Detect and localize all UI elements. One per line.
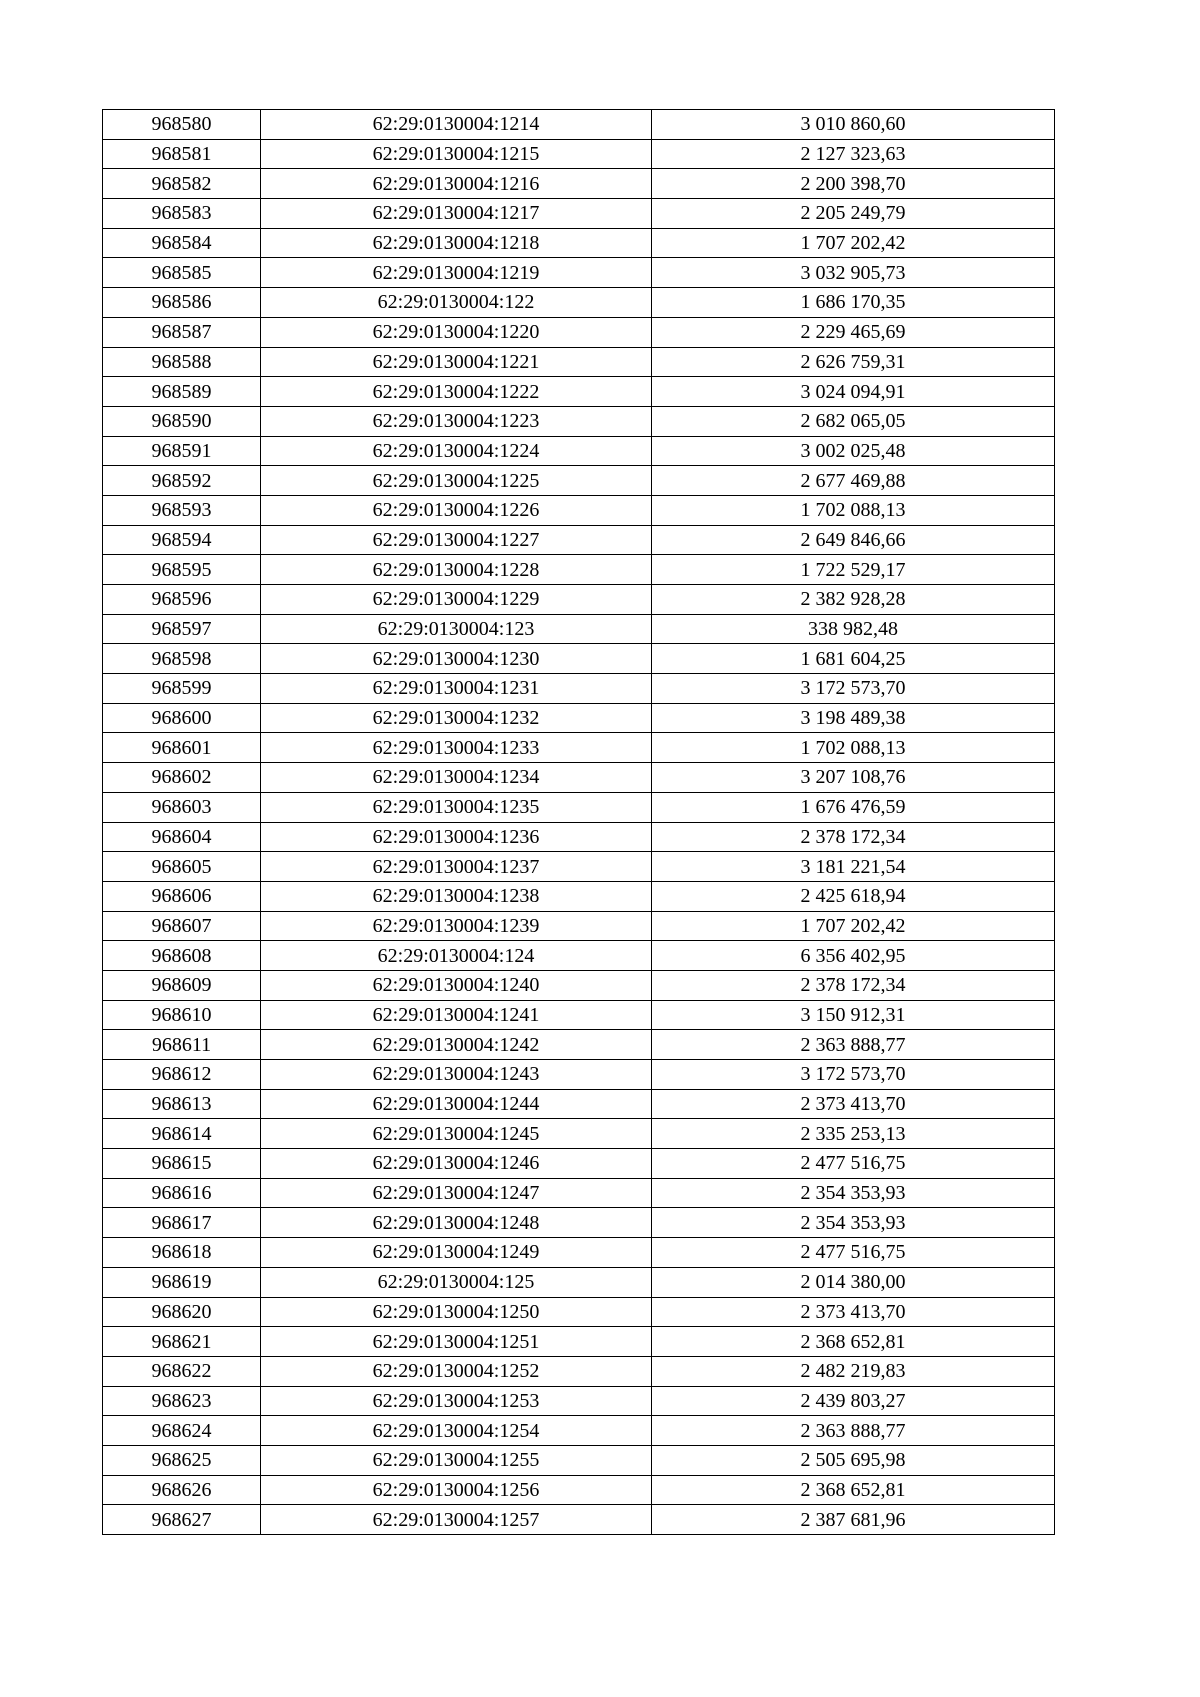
cadastral-number-cell: 62:29:0130004:1242	[261, 1030, 652, 1060]
table-row	[103, 436, 1055, 466]
cadastral-value-cell: 2 387 681,96	[652, 1505, 1055, 1535]
cadastral-value-cell: 1 681 604,25	[652, 644, 1055, 674]
row-number-cell: 968605	[103, 852, 261, 882]
table-row	[103, 110, 1055, 140]
row-number-cell: 968589	[103, 377, 261, 407]
cadastral-number-cell: 62:29:0130004:1235	[261, 792, 652, 822]
cadastral-value-cell: 2 354 353,93	[652, 1208, 1055, 1238]
cadastral-number-cell: 62:29:0130004:1251	[261, 1327, 652, 1357]
row-number-cell: 968608	[103, 941, 261, 971]
table-row	[103, 139, 1055, 169]
table-row	[103, 1356, 1055, 1386]
table-row	[103, 1208, 1055, 1238]
table-row	[103, 169, 1055, 199]
cadastral-value-cell: 2 229 465,69	[652, 317, 1055, 347]
row-number-cell: 968607	[103, 911, 261, 941]
row-number-cell: 968597	[103, 614, 261, 644]
cadastral-number-cell: 62:29:0130004:1239	[261, 911, 652, 941]
cadastral-number-cell: 62:29:0130004:1223	[261, 406, 652, 436]
cadastral-value-cell: 2 482 219,83	[652, 1356, 1055, 1386]
cadastral-value-cell: 1 722 529,17	[652, 555, 1055, 585]
table-row	[103, 258, 1055, 288]
row-number-cell: 968627	[103, 1505, 261, 1535]
table-row	[103, 228, 1055, 258]
table-row	[103, 1327, 1055, 1357]
cadastral-number-cell: 62:29:0130004:1257	[261, 1505, 652, 1535]
table-row	[103, 852, 1055, 882]
row-number-cell: 968620	[103, 1297, 261, 1327]
cadastral-value-cell: 2 127 323,63	[652, 139, 1055, 169]
cadastral-number-cell: 62:29:0130004:1230	[261, 644, 652, 674]
row-number-cell: 968596	[103, 585, 261, 615]
row-number-cell: 968598	[103, 644, 261, 674]
row-number-cell: 968604	[103, 822, 261, 852]
row-number-cell: 968614	[103, 1119, 261, 1149]
row-number-cell: 968580	[103, 110, 261, 140]
cadastral-value-cell: 3 024 094,91	[652, 377, 1055, 407]
cadastral-value-cell: 2 425 618,94	[652, 881, 1055, 911]
cadastral-value-cell: 2 373 413,70	[652, 1297, 1055, 1327]
table-row	[103, 970, 1055, 1000]
row-number-cell: 968590	[103, 406, 261, 436]
cadastral-number-cell: 62:29:0130004:1255	[261, 1445, 652, 1475]
cadastral-value-cell: 2 649 846,66	[652, 525, 1055, 555]
table-row	[103, 1386, 1055, 1416]
cadastral-number-cell: 62:29:0130004:1224	[261, 436, 652, 466]
cadastral-value-cell: 1 702 088,13	[652, 733, 1055, 763]
cadastral-number-cell: 62:29:0130004:1231	[261, 674, 652, 704]
table-row	[103, 495, 1055, 525]
cadastral-value-cell: 3 150 912,31	[652, 1000, 1055, 1030]
cadastral-value-cell: 2 368 652,81	[652, 1327, 1055, 1357]
row-number-cell: 968623	[103, 1386, 261, 1416]
cadastral-number-cell: 62:29:0130004:1248	[261, 1208, 652, 1238]
cadastral-value-cell: 2 682 065,05	[652, 406, 1055, 436]
table-row	[103, 555, 1055, 585]
table-row	[103, 288, 1055, 318]
row-number-cell: 968603	[103, 792, 261, 822]
cadastral-number-cell: 62:29:0130004:1220	[261, 317, 652, 347]
cadastral-number-cell: 62:29:0130004:1244	[261, 1089, 652, 1119]
row-number-cell: 968587	[103, 317, 261, 347]
cadastral-number-cell: 62:29:0130004:1228	[261, 555, 652, 585]
cadastral-number-cell: 62:29:0130004:1243	[261, 1060, 652, 1090]
cadastral-value-cell: 3 010 860,60	[652, 110, 1055, 140]
row-number-cell: 968602	[103, 763, 261, 793]
cadastral-value-cell: 2 354 353,93	[652, 1178, 1055, 1208]
cadastral-value-cell: 3 207 108,76	[652, 763, 1055, 793]
cadastral-value-table	[102, 109, 1055, 1535]
table-row	[103, 199, 1055, 229]
cadastral-number-cell: 62:29:0130004:1245	[261, 1119, 652, 1149]
cadastral-number-cell: 62:29:0130004:1237	[261, 852, 652, 882]
row-number-cell: 968624	[103, 1416, 261, 1446]
table-row	[103, 1505, 1055, 1535]
row-number-cell: 968613	[103, 1089, 261, 1119]
cadastral-value-cell: 2 378 172,34	[652, 822, 1055, 852]
cadastral-value-cell: 2 626 759,31	[652, 347, 1055, 377]
table-row	[103, 1030, 1055, 1060]
table-row	[103, 466, 1055, 496]
cadastral-number-cell: 62:29:0130004:1253	[261, 1386, 652, 1416]
cadastral-value-cell: 2 335 253,13	[652, 1119, 1055, 1149]
table-row	[103, 1475, 1055, 1505]
cadastral-number-cell: 62:29:0130004:1218	[261, 228, 652, 258]
row-number-cell: 968582	[103, 169, 261, 199]
cadastral-number-cell: 62:29:0130004:1221	[261, 347, 652, 377]
row-number-cell: 968581	[103, 139, 261, 169]
table-row	[103, 1178, 1055, 1208]
row-number-cell: 968612	[103, 1060, 261, 1090]
table-row	[103, 347, 1055, 377]
cadastral-value-cell: 3 172 573,70	[652, 1060, 1055, 1090]
table-row	[103, 1149, 1055, 1179]
cadastral-value-cell: 3 032 905,73	[652, 258, 1055, 288]
row-number-cell: 968592	[103, 466, 261, 496]
table-row	[103, 614, 1055, 644]
row-number-cell: 968609	[103, 970, 261, 1000]
cadastral-number-cell: 62:29:0130004:1214	[261, 110, 652, 140]
table-row	[103, 1000, 1055, 1030]
row-number-cell: 968617	[103, 1208, 261, 1238]
cadastral-value-cell: 2 363 888,77	[652, 1416, 1055, 1446]
cadastral-number-cell: 62:29:0130004:1238	[261, 881, 652, 911]
row-number-cell: 968583	[103, 199, 261, 229]
cadastral-number-cell: 62:29:0130004:123	[261, 614, 652, 644]
cadastral-value-cell: 3 172 573,70	[652, 674, 1055, 704]
cadastral-number-cell: 62:29:0130004:1219	[261, 258, 652, 288]
cadastral-value-cell: 6 356 402,95	[652, 941, 1055, 971]
table-body	[103, 110, 1055, 1535]
row-number-cell: 968595	[103, 555, 261, 585]
cadastral-number-cell: 62:29:0130004:1250	[261, 1297, 652, 1327]
cadastral-value-cell: 1 686 170,35	[652, 288, 1055, 318]
cadastral-number-cell: 62:29:0130004:1227	[261, 525, 652, 555]
cadastral-value-cell: 3 181 221,54	[652, 852, 1055, 882]
cadastral-number-cell: 62:29:0130004:1225	[261, 466, 652, 496]
table-row	[103, 585, 1055, 615]
cadastral-value-cell: 1 707 202,42	[652, 228, 1055, 258]
table-row	[103, 377, 1055, 407]
cadastral-number-cell: 62:29:0130004:1222	[261, 377, 652, 407]
row-number-cell: 968588	[103, 347, 261, 377]
cadastral-value-cell: 3 198 489,38	[652, 703, 1055, 733]
row-number-cell: 968599	[103, 674, 261, 704]
cadastral-number-cell: 62:29:0130004:1241	[261, 1000, 652, 1030]
cadastral-number-cell: 62:29:0130004:122	[261, 288, 652, 318]
table-row	[103, 1416, 1055, 1446]
cadastral-value-cell: 2 368 652,81	[652, 1475, 1055, 1505]
table-row	[103, 881, 1055, 911]
table-row	[103, 525, 1055, 555]
table-row	[103, 1267, 1055, 1297]
cadastral-value-cell: 2 014 380,00	[652, 1267, 1055, 1297]
row-number-cell: 968611	[103, 1030, 261, 1060]
row-number-cell: 968622	[103, 1356, 261, 1386]
cadastral-value-cell: 3 002 025,48	[652, 436, 1055, 466]
cadastral-value-cell: 2 677 469,88	[652, 466, 1055, 496]
row-number-cell: 968626	[103, 1475, 261, 1505]
table-row	[103, 1119, 1055, 1149]
cadastral-value-cell: 2 477 516,75	[652, 1149, 1055, 1179]
table-row	[103, 1297, 1055, 1327]
row-number-cell: 968584	[103, 228, 261, 258]
table-row	[103, 674, 1055, 704]
row-number-cell: 968610	[103, 1000, 261, 1030]
cadastral-value-cell: 1 707 202,42	[652, 911, 1055, 941]
cadastral-number-cell: 62:29:0130004:124	[261, 941, 652, 971]
cadastral-number-cell: 62:29:0130004:125	[261, 1267, 652, 1297]
row-number-cell: 968606	[103, 881, 261, 911]
cadastral-number-cell: 62:29:0130004:1217	[261, 199, 652, 229]
row-number-cell: 968621	[103, 1327, 261, 1357]
row-number-cell: 968615	[103, 1149, 261, 1179]
cadastral-number-cell: 62:29:0130004:1216	[261, 169, 652, 199]
row-number-cell: 968619	[103, 1267, 261, 1297]
cadastral-number-cell: 62:29:0130004:1232	[261, 703, 652, 733]
cadastral-number-cell: 62:29:0130004:1234	[261, 763, 652, 793]
cadastral-value-cell: 2 363 888,77	[652, 1030, 1055, 1060]
table-row	[103, 733, 1055, 763]
cadastral-value-cell: 2 382 928,28	[652, 585, 1055, 615]
cadastral-value-cell: 1 702 088,13	[652, 495, 1055, 525]
table-row	[103, 822, 1055, 852]
table-row	[103, 1238, 1055, 1268]
row-number-cell: 968618	[103, 1238, 261, 1268]
cadastral-value-cell: 2 205 249,79	[652, 199, 1055, 229]
cadastral-number-cell: 62:29:0130004:1236	[261, 822, 652, 852]
cadastral-number-cell: 62:29:0130004:1252	[261, 1356, 652, 1386]
cadastral-number-cell: 62:29:0130004:1233	[261, 733, 652, 763]
row-number-cell: 968601	[103, 733, 261, 763]
cadastral-number-cell: 62:29:0130004:1254	[261, 1416, 652, 1446]
cadastral-number-cell: 62:29:0130004:1247	[261, 1178, 652, 1208]
table-row	[103, 703, 1055, 733]
table-row	[103, 763, 1055, 793]
cadastral-value-cell: 338 982,48	[652, 614, 1055, 644]
row-number-cell: 968616	[103, 1178, 261, 1208]
row-number-cell: 968585	[103, 258, 261, 288]
table-row	[103, 644, 1055, 674]
cadastral-number-cell: 62:29:0130004:1256	[261, 1475, 652, 1505]
cadastral-number-cell: 62:29:0130004:1226	[261, 495, 652, 525]
cadastral-number-cell: 62:29:0130004:1240	[261, 970, 652, 1000]
row-number-cell: 968600	[103, 703, 261, 733]
cadastral-number-cell: 62:29:0130004:1215	[261, 139, 652, 169]
cadastral-value-cell: 2 378 172,34	[652, 970, 1055, 1000]
row-number-cell: 968593	[103, 495, 261, 525]
cadastral-number-cell: 62:29:0130004:1229	[261, 585, 652, 615]
row-number-cell: 968625	[103, 1445, 261, 1475]
cadastral-value-cell: 2 477 516,75	[652, 1238, 1055, 1268]
table-row	[103, 1089, 1055, 1119]
table-row	[103, 317, 1055, 347]
cadastral-value-cell: 1 676 476,59	[652, 792, 1055, 822]
row-number-cell: 968594	[103, 525, 261, 555]
cadastral-value-cell: 2 439 803,27	[652, 1386, 1055, 1416]
row-number-cell: 968591	[103, 436, 261, 466]
table-row	[103, 792, 1055, 822]
cadastral-number-cell: 62:29:0130004:1249	[261, 1238, 652, 1268]
table-row	[103, 1445, 1055, 1475]
table-row	[103, 911, 1055, 941]
cadastral-value-cell: 2 505 695,98	[652, 1445, 1055, 1475]
row-number-cell: 968586	[103, 288, 261, 318]
table-row	[103, 406, 1055, 436]
table-row	[103, 1060, 1055, 1090]
cadastral-value-cell: 2 200 398,70	[652, 169, 1055, 199]
cadastral-number-cell: 62:29:0130004:1246	[261, 1149, 652, 1179]
table-row	[103, 941, 1055, 971]
cadastral-value-cell: 2 373 413,70	[652, 1089, 1055, 1119]
